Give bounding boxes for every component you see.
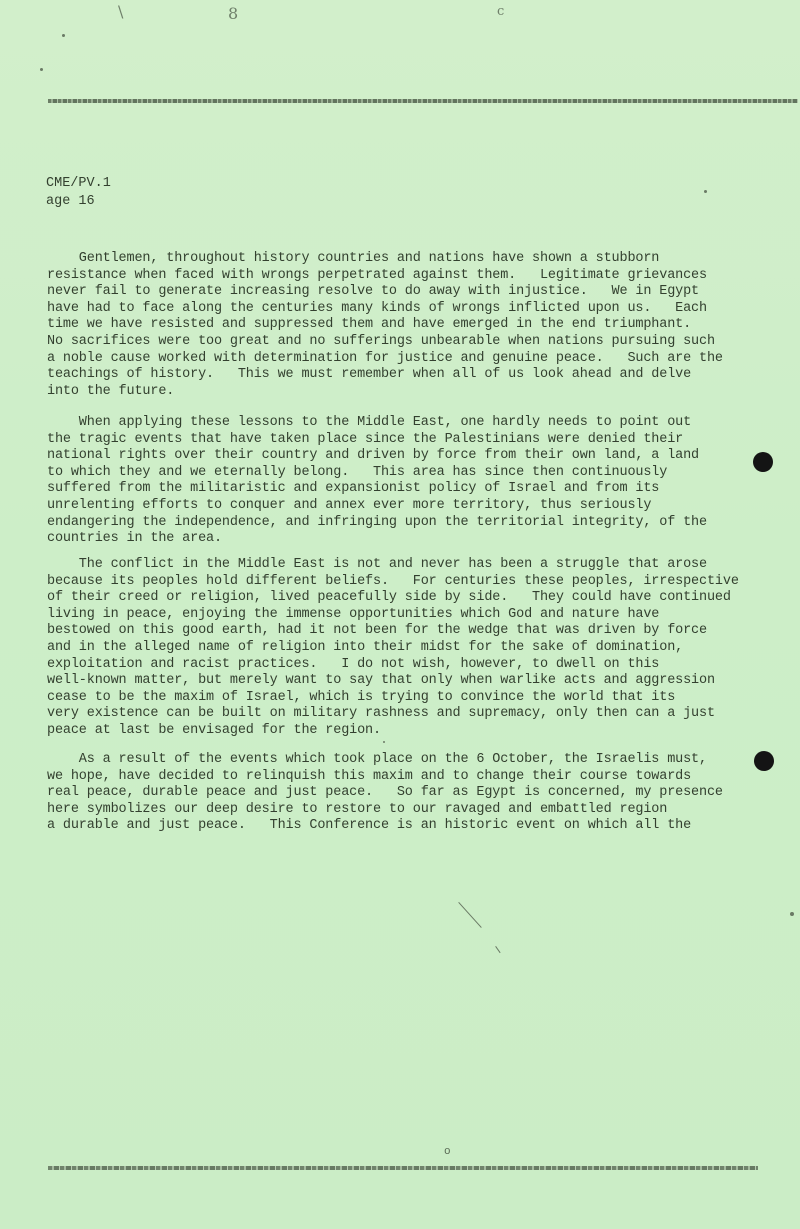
ink-speck [704, 190, 707, 193]
pencil-stroke [458, 902, 481, 928]
paragraph: As a result of the events which took place on the 6 October, the Israelis must, we hope, have decided to relinquish this maxim and to change their course towards real peace, durable peace and just peace. So far as Egypt is concerned, my presence here symbolizes our deep desire to restore to our ravaged and embattled region a durable and just peace. This Conference is an historic event on which all the [47, 752, 723, 834]
paragraph: When applying these lessons to the Middle East, one hardly needs to point out the tragic events that have taken place since the Palestinians were denied their national rights over their country and driven by force from their own land, a land to which they and we eternally belong. This area has since then continuously suffered from the militaristic and expansionist policy of Israel and from its unrelenting efforts to conquer and annex ever more territory, thus seriously endangering the independence, and infringing upon the territorial integrity, of the countries in the area. [47, 415, 707, 547]
ink-speck [790, 912, 794, 916]
document-header [46, 175, 111, 211]
paragraph: The conflict in the Middle East is not and never has been a struggle that arose because its peoples hold different beliefs. For centuries these peoples, irrespective of their creed or religion, lived peacefully side by side. They could have continued living in peace, enjoying the immense opportunities which God and nature have bestowed on this good earth, had it not been for the wedge that was driven by force and in the alleged name of religion into their midst for the sake of domination, exploitation and racist practices. I do not wish, however, to dwell on this well-known matter, but merely want to say that only when warlike acts and aggression cease to be the maxim of Israel, which is trying to convince the world that its very existence can be built on military rashness and supremacy, only then can a just peace at last be envisaged for the region. [47, 557, 739, 738]
margin-mark: \ [118, 2, 124, 21]
page-label: age 16 [46, 194, 95, 209]
pencil-stroke [495, 946, 500, 953]
bottom-rule [48, 1166, 758, 1170]
top-rule [48, 99, 798, 103]
punch-hole [754, 751, 774, 771]
paragraph: Gentlemen, throughout history countries and nations have shown a stubborn resistance when faced with wrongs perpetrated against them. Legitimate grievances never fail to generate increasing resolve to do away with injustice. We in Egypt have had to face along the centuries many kinds of wrongs inflicted upon us. Each time we have resisted and suppressed them and have emerged in the end triumphant. No sacrifices were too great and no sufferings unbearable when nations pursuing such a noble cause worked with determination for justice and genuine peace. Such are the teachings of history. This we must remember when all of us look ahead and delve into the future. [47, 251, 723, 399]
margin-mark: 8 [228, 4, 239, 23]
page-number: o [444, 1146, 451, 1158]
ink-speck [40, 68, 43, 71]
document-reference: CME/PV.1 [46, 176, 111, 191]
ink-speck [383, 741, 385, 743]
margin-mark: c [497, 4, 505, 19]
ink-speck [62, 34, 65, 37]
